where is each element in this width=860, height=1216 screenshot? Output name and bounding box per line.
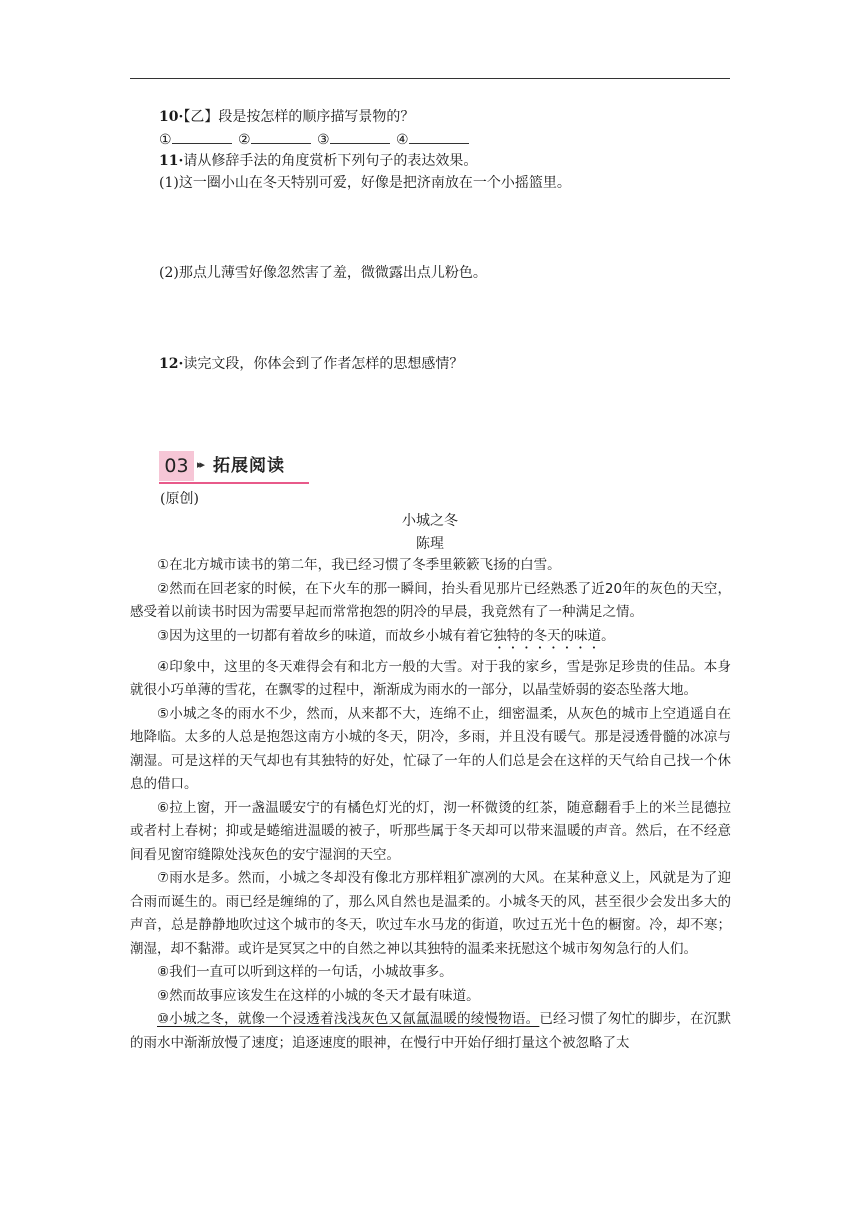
blank-label-2: ②: [238, 132, 251, 148]
answer-blank-3[interactable]: [330, 129, 390, 144]
emphasized-phrase: 独特的冬天的味道: [493, 627, 602, 644]
question-text: 读完文段，你体会到了作者怎样的思想感情？: [183, 356, 464, 372]
question-text: 请从修辞手法的角度赏析下列句子的表达效果。: [183, 153, 478, 169]
section-underline: [159, 482, 309, 484]
underlined-sentence: ⑩小城之冬，就像一个浸透着浅浅灰色又氤氲温暖的绫慢物语。: [157, 1011, 540, 1027]
article-author: 陈瑆: [416, 536, 444, 552]
question-text: 【乙】段是按怎样的顺序描写景物的？: [183, 109, 415, 125]
answer-blank-1[interactable]: [172, 129, 232, 144]
question-11-sub2: (2)那点儿薄雪好像忽然害了羞，微微露出点儿粉色。: [159, 265, 487, 281]
article-body: [130, 554, 731, 1055]
paragraph-2: ②然而在回老家的时候，在下火车的那一瞬间，抬头看见那片已经熟悉了近20年的灰色的天空，感受着以前读书时因为需要早起而常常抱怨的阴冷的早晨，我竟然有了一种满足之情。: [130, 580, 731, 620]
paragraph-1: ①在北方城市读书的第二年，我已经习惯了冬季里簌簌飞扬的白雪。: [157, 557, 561, 573]
paragraph-7: ⑦雨水是多。然而，小城之冬却没有像北方那样粗犷凛冽的大风。在某种意义上，风就是为了迎合雨而诞生的。雨已经是缠绵的了，那么风自然也是温柔的。小城冬天的风，甚至很少会发出多大的声音，总是静静地吹过这个城市的冬天，吹过车水马龙的街道，吹过五光十色的橱窗。冷，却不寒；潮湿，却不黏滞。或许是冥冥之中的自然之神以其独特的温柔来抚慰这个城市匆匆急行的人们。: [130, 870, 731, 957]
source-note: (原创): [160, 491, 199, 507]
blank-label-4: ④: [396, 132, 409, 148]
paragraph-10: ⑩小城之冬，就像一个浸透着浅浅灰色又氤氲温暖的绫慢物语。已经习惯了匆忙的脚步，在沉默的雨水中渐渐放慢了速度；追逐速度的眼神，在慢行中开始仔细打量这个被忽略了太: [130, 1011, 732, 1051]
blank-label-3: ③: [317, 132, 330, 148]
double-arrow-icon: ▸▸: [197, 458, 203, 471]
section-number: 03: [159, 451, 194, 481]
question-number: 12: [159, 356, 179, 372]
section-header: [159, 451, 309, 483]
paragraph-5: ⑤小城之冬的雨水不少，然而，从来都不大，连绵不止，细密温柔，从灰色的城市上空逍遥自在地降临。太多的人总是抱怨这南方小城的冬天，阴冷，多雨，并且没有暖气。那是浸透骨髓的冰凉与潮湿。可是这样的天气却也有其独特的好处，忙碌了一年的人们总是会在这样的天气给自己找一个休息的借口。: [130, 705, 731, 792]
section-title: 拓展阅读: [213, 456, 285, 476]
paragraph-3: ③因为这里的一切都有着故乡的味道，而故乡小城有着它独特的冬天的味道。: [157, 627, 615, 644]
question-number: 11: [159, 153, 179, 169]
question-10-blanks: [159, 129, 471, 150]
question-number: 10: [159, 109, 179, 125]
paragraph-4: ④印象中，这里的冬天难得会有和北方一般的大雪。对于我的家乡，雪是弥足珍贵的佳品。本身就很小巧单薄的雪花，在飘零的过程中，渐渐成为雨水的一部分，以晶莹娇弱的姿态坠落大地。: [130, 658, 731, 698]
paragraph-6: ⑥拉上窗，开一盏温暖安宁的有橘色灯光的灯，沏一杯微烫的红茶，随意翻看手上的米兰昆德拉或者村上春树；抑或是蜷缩进温暖的被子，听那些属于冬天却可以带来温暖的声音。然后，在不经意间看见窗帘缝隙处浅灰色的安宁湿润的天空。: [130, 799, 731, 863]
question-10: 10·【乙】段是按怎样的顺序描写景物的？: [159, 109, 415, 125]
page-top-rule: [130, 78, 730, 79]
article-title: 小城之冬: [402, 513, 458, 529]
paragraph-9: ⑨然而故事应该发生在这样的小城的冬天才最有味道。: [157, 987, 480, 1004]
blank-label-1: ①: [159, 132, 172, 148]
paragraph-8: ⑧我们一直可以听到这样的一句话，小城故事多。: [157, 964, 453, 980]
answer-blank-2[interactable]: [251, 129, 311, 144]
question-11-sub1: (1)这一圈小山在冬天特别可爱，好像是把济南放在一个小摇篮里。: [159, 175, 571, 191]
question-12: 12·读完文段，你体会到了作者怎样的思想感情？: [159, 356, 464, 372]
question-11: 11·请从修辞手法的角度赏析下列句子的表达效果。: [159, 153, 478, 169]
answer-blank-4[interactable]: [409, 129, 469, 144]
